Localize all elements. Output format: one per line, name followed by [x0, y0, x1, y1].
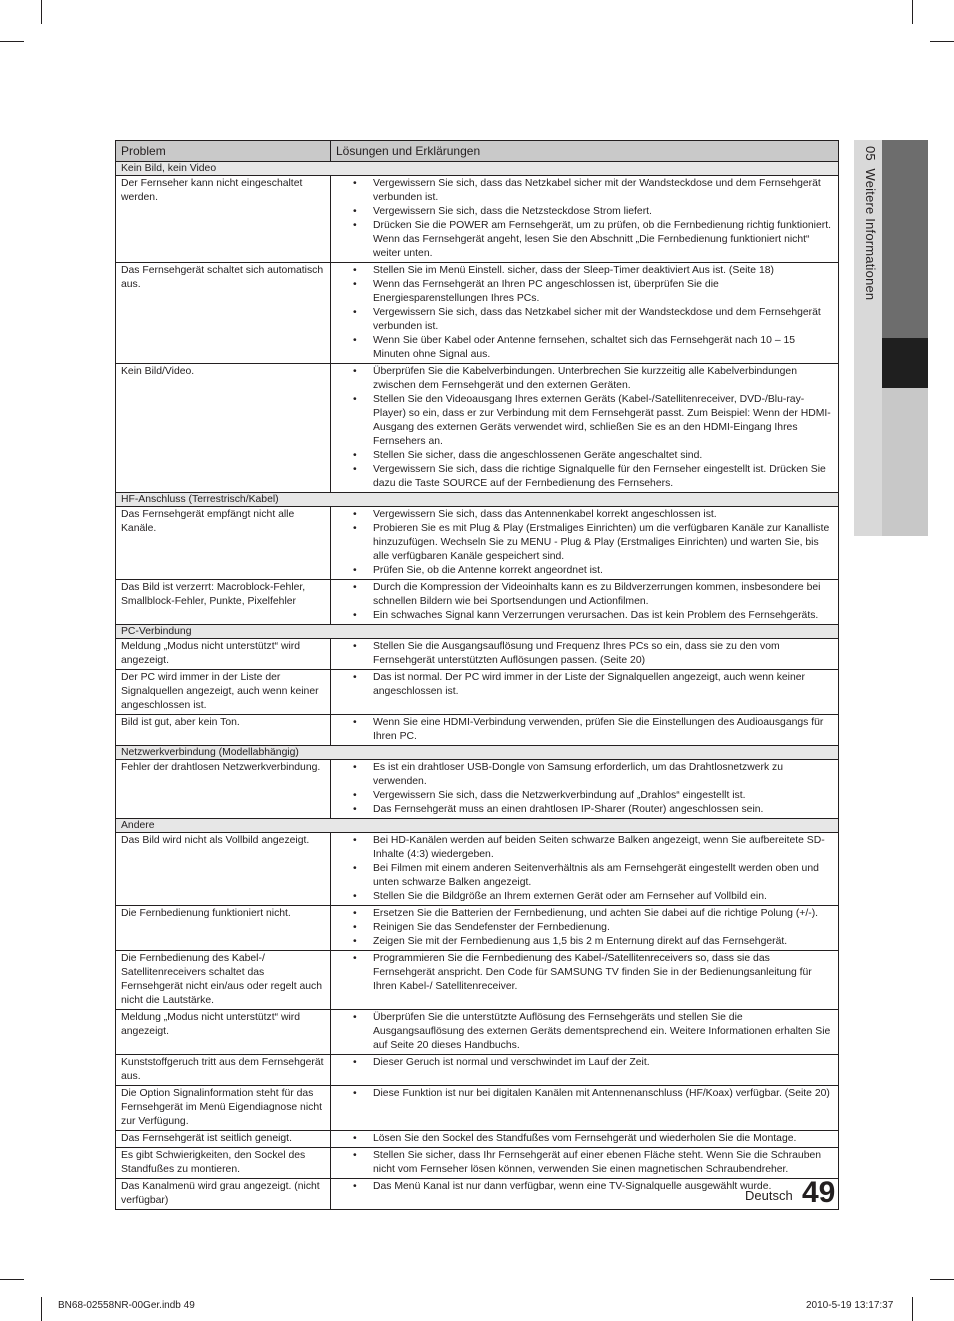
solution-list [336, 1087, 834, 1101]
list-item: • Vergewissern Sie sich, dass das Antennenkabel korrekt angeschlossen ist. [336, 508, 834, 522]
table-row [116, 1086, 839, 1131]
problem-cell: Die Fernbedienung des Kabel-/ Satellitenreceivers schaltet das Fernsehgerät nicht ein/aus oder regelt auch nicht die Lautstärke. [116, 951, 331, 1010]
solution-list [336, 1056, 834, 1070]
solution-list [336, 1011, 834, 1053]
table-row [116, 715, 839, 746]
chapter-number: 05 [863, 146, 878, 161]
list-item: • Vergewissern Sie sich, dass die Netzsteckdose Strom liefert. [336, 205, 834, 219]
problem-cell: Der Fernseher kann nicht eingeschaltet werden. [116, 176, 331, 263]
list-item: • Vergewissern Sie sich, dass die richtige Signalquelle für den Fernseher eingestellt ist. Drücken Sie dazu die Taste SOURCE auf der Fernbedienung des Fernsehers. [336, 463, 834, 491]
crop-mark [912, 0, 913, 24]
list-item: • Vergewissern Sie sich, dass das Netzkabel sicher mit der Wandsteckdose und dem Fernsehgerät verbunden ist. [336, 306, 834, 334]
list-item: • Bei HD-Kanälen werden auf beiden Seiten schwarze Balken angezeigt, wenn Sie aufbereitete SD-Inhalte (4:3) wiedergeben. [336, 834, 834, 862]
header-solution: Lösungen und Erklärungen [331, 141, 839, 162]
list-item: • Wenn Sie eine HDMI-Verbindung verwenden, prüfen Sie die Einstellungen des Audioausgangs für Ihren PC. [336, 716, 834, 744]
list-item: • Überprüfen Sie die unterstützte Auflösung des Fernsehgeräts und stellen Sie die Ausgangsauflösung des externen Geräts dementsprechend ein. Weitere Informationen erhalten Sie auf Seite 20 dieses Handbuchs. [336, 1011, 834, 1053]
crop-mark [930, 1279, 954, 1280]
problem-cell: Meldung „Modus nicht unterstützt“ wird angezeigt. [116, 1010, 331, 1055]
list-item: • Stellen Sie die Bildgröße an Ihrem externen Gerät oder am Fernseher auf Vollbild ein. [336, 890, 834, 904]
list-item: • Programmieren Sie die Fernbedienung des Kabel-/Satellitenreceivers so, dass sie das Fernsehgerät anspricht. Den Code für SAMSUNG TV finden Sie in der Bedienungsanleitung für Ihren Kabel-/ Satellitenreceiver. [336, 952, 834, 994]
section-title: Netzwerkverbindung (Modellabhängig) [116, 746, 839, 760]
list-item: • Das ist normal. Der PC wird immer in der Liste der Signalquellen angezeigt, auch wenn keiner angeschlossen ist. [336, 671, 834, 699]
table-row [116, 176, 839, 263]
problem-cell: Das Fernsehgerät schaltet sich automatisch aus. [116, 263, 331, 364]
page-number: 49 [802, 1176, 836, 1209]
list-item: • Bei Filmen mit einem anderen Seitenverhältnis als am Fernsehgerät eingestellt werden oben und unten schwarze Balken angezeigt. [336, 862, 834, 890]
problem-cell: Die Fernbedienung funktioniert nicht. [116, 906, 331, 951]
solution-list [336, 365, 834, 491]
list-item: • Ein schwaches Signal kann Verzerrungen verursachen. Das ist kein Problem des Fernsehgeräts. [336, 609, 834, 623]
solution-list [336, 264, 834, 362]
solution-cell [331, 715, 839, 746]
solution-cell [331, 1055, 839, 1086]
section-row [116, 819, 839, 833]
solution-cell [331, 1131, 839, 1148]
list-item: • Es ist ein drahtloser USB-Dongle von Samsung erforderlich, um das Drahtlosnetzwerk zu verwenden. [336, 761, 834, 789]
solution-list [336, 1132, 834, 1146]
solution-list [336, 508, 834, 578]
table-row [116, 364, 839, 493]
chapter-tab-upper [882, 140, 928, 338]
crop-mark [41, 1297, 42, 1321]
table-body [116, 162, 839, 1210]
list-item: • Stellen Sie im Menü Einstell. sicher, dass der Sleep-Timer deaktiviert Aus ist. (Seite 18) [336, 264, 834, 278]
solution-cell [331, 1010, 839, 1055]
problem-cell: Das Bild wird nicht als Vollbild angezeigt. [116, 833, 331, 906]
list-item: • Das Menü Kanal ist nur dann verfügbar, wenn eine TV-Signalquelle ausgewählt wurde. [336, 1180, 834, 1194]
list-item: • Vergewissern Sie sich, dass das Netzkabel sicher mit der Wandsteckdose und dem Fernsehgerät verbunden ist. [336, 177, 834, 205]
list-item: • Prüfen Sie, ob die Antenne korrekt angeordnet ist. [336, 564, 834, 578]
solution-cell [331, 833, 839, 906]
crop-mark [930, 41, 954, 42]
problem-cell: Das Fernsehgerät empfängt nicht alle Kanäle. [116, 507, 331, 580]
solution-cell [331, 263, 839, 364]
table-row [116, 906, 839, 951]
list-item: • Durch die Kompression der Videoinhalts kann es zu Bildverzerrungen kommen, insbesondere bei schnellen Bildern wie bei Sportsendungen und Actionfilmen. [336, 581, 834, 609]
solution-list [336, 952, 834, 994]
solution-cell [331, 639, 839, 670]
section-row [116, 625, 839, 639]
chapter-title: Weitere Informationen [863, 168, 878, 301]
section-title: Andere [116, 819, 839, 833]
list-item: • Stellen Sie sicher, dass die angeschlossenen Geräte angeschaltet sind. [336, 449, 834, 463]
solution-cell [331, 670, 839, 715]
table-row [116, 639, 839, 670]
table-row [116, 1055, 839, 1086]
solution-list [336, 581, 834, 623]
list-item: • Stellen Sie den Videoausgang Ihres externen Geräts (Kabel-/Satellitenreceiver, DVD-/Blu-ray-Player) so ein, dass er zur Verbindung mit dem Fernsehgerät passt. Zum Beispiel: Wenn der HDMI-Ausgang des externen Geräts verwendet wird, schließen Sie es an den HDMI-Eingang Ihres Fernsehers an. [336, 393, 834, 449]
problem-cell: Fehler der drahtlosen Netzwerkverbindung. [116, 760, 331, 819]
chapter-tab-label [858, 146, 878, 346]
section-row [116, 162, 839, 176]
print-slug-file: BN68-02558NR-00Ger.indb 49 [58, 1300, 195, 1311]
chapter-tab-marker [882, 338, 928, 388]
list-item: • Lösen Sie den Sockel des Standfußes vom Fernsehgerät und wiederholen Sie die Montage. [336, 1132, 834, 1146]
list-item: • Reinigen Sie das Sendefenster der Fernbedienung. [336, 921, 834, 935]
footer-language: Deutsch [745, 1188, 793, 1203]
problem-cell: Meldung „Modus nicht unterstützt“ wird angezeigt. [116, 639, 331, 670]
crop-mark [0, 41, 24, 42]
problem-cell: Das Kanalmenü wird grau angezeigt. (nicht verfügbar) [116, 1179, 331, 1210]
problem-cell: Kein Bild/Video. [116, 364, 331, 493]
list-item: • Ersetzen Sie die Batterien der Fernbedienung, und achten Sie dabei auf die richtige Polung (+/-). [336, 907, 834, 921]
problem-cell: Kunststoffgeruch tritt aus dem Fernsehgerät aus. [116, 1055, 331, 1086]
crop-mark [0, 1279, 24, 1280]
table-row [116, 1131, 839, 1148]
solution-list [336, 177, 834, 261]
solution-cell [331, 364, 839, 493]
header-problem: Problem [116, 141, 331, 162]
table-row [116, 1148, 839, 1179]
solution-cell [331, 906, 839, 951]
solution-list [336, 761, 834, 817]
section-title: PC-Verbindung [116, 625, 839, 639]
solution-list [336, 834, 834, 904]
solution-cell [331, 1148, 839, 1179]
table-row [116, 833, 839, 906]
list-item: • Stellen Sie sicher, dass Ihr Fernsehgerät auf einer ebenen Fläche steht. Wenn Sie die Schrauben nicht vom Fernseher lösen können, verwenden Sie einen magnetischen Schraubendreher. [336, 1149, 834, 1177]
list-item: • Drücken Sie die POWER am Fernsehgerät, um zu prüfen, ob die Fernbedienung richtig funktioniert. Wenn das Fernsehgerät angeht, lesen Sie den Abschnitt „Die Fernbedienung funktioniert nicht“ weiter unten. [336, 219, 834, 261]
table-row [116, 670, 839, 715]
list-item: • Wenn das Fernsehgerät an Ihren PC angeschlossen ist, überprüfen Sie die Energiesparenstellungen Ihres PCs. [336, 278, 834, 306]
table-header-row [116, 141, 839, 162]
solution-cell [331, 507, 839, 580]
problem-cell: Das Bild ist verzerrt: Macroblock-Fehler, Smallblock-Fehler, Punkte, Pixelfehler [116, 580, 331, 625]
list-item: • Vergewissern Sie sich, dass die Netzwerkverbindung auf „Drahlos“ eingestellt ist. [336, 789, 834, 803]
table-row [116, 951, 839, 1010]
solution-list [336, 716, 834, 744]
solution-cell [331, 1086, 839, 1131]
solution-cell [331, 580, 839, 625]
list-item: • Stellen Sie die Ausgangsauflösung und Frequenz Ihres PCs so ein, dass sie zu den vom Fernsehgerät unterstützten Auflösungen passen. (Seite 20) [336, 640, 834, 668]
list-item: • Dieser Geruch ist normal und verschwindet im Lauf der Zeit. [336, 1056, 834, 1070]
crop-mark [912, 1297, 913, 1321]
print-slug-timestamp: 2010-5-19 13:17:37 [806, 1300, 894, 1311]
list-item: • Diese Funktion ist nur bei digitalen Kanälen mit Antennenanschluss (HF/Koax) verfügbar. (Seite 20) [336, 1087, 834, 1101]
problem-cell: Es gibt Schwierigkeiten, den Sockel des Standfußes zu montieren. [116, 1148, 331, 1179]
section-title: HF-Anschluss (Terrestrisch/Kabel) [116, 493, 839, 507]
solution-list [336, 1149, 834, 1177]
solution-list [336, 640, 834, 668]
chapter-tab-lower [882, 388, 928, 536]
problem-cell: Das Fernsehgerät ist seitlich geneigt. [116, 1131, 331, 1148]
crop-mark [41, 0, 42, 24]
table-row [116, 1179, 839, 1210]
solution-list [336, 671, 834, 699]
problem-cell: Der PC wird immer in der Liste der Signalquellen angezeigt, auch wenn keiner angeschlossen ist. [116, 670, 331, 715]
solution-cell [331, 951, 839, 1010]
list-item: • Wenn Sie über Kabel oder Antenne fernsehen, schaltet sich das Fernsehgerät nach 10 – 15 Minuten ohne Signal aus. [336, 334, 834, 362]
problem-cell: Die Option Signalinformation steht für das Fernsehgerät im Menü Eigendiagnose nicht zur Verfügung. [116, 1086, 331, 1131]
section-title: Kein Bild, kein Video [116, 162, 839, 176]
solution-list [336, 907, 834, 949]
problem-cell: Bild ist gut, aber kein Ton. [116, 715, 331, 746]
solution-cell [331, 760, 839, 819]
table-row [116, 1010, 839, 1055]
list-item: • Überprüfen Sie die Kabelverbindungen. Unterbrechen Sie kurzzeitig alle Kabelverbindungen zwischen dem Fernsehgerät und den externen Geräten. [336, 365, 834, 393]
section-row [116, 746, 839, 760]
list-item: • Probieren Sie es mit Plug & Play (Erstmaliges Einrichten) um die verfügbaren Kanäle zur Kanalliste hinzuzufügen. Wechseln Sie zu MENU - Plug & Play (Erstmaliges Einrichten) und warten Sie, bis alle verfügbaren Kanäle gespeichert sind. [336, 522, 834, 564]
table-row [116, 263, 839, 364]
table-row [116, 580, 839, 625]
table-row [116, 760, 839, 819]
troubleshooting-table [115, 140, 839, 1210]
list-item: • Das Fernsehgerät muss an einen drahtlosen IP-Sharer (Router) angeschlossen sein. [336, 803, 834, 817]
solution-cell [331, 176, 839, 263]
section-row [116, 493, 839, 507]
list-item: • Zeigen Sie mit der Fernbedienung aus 1,5 bis 2 m Enternung direkt auf das Fernsehgerät. [336, 935, 834, 949]
table-row [116, 507, 839, 580]
